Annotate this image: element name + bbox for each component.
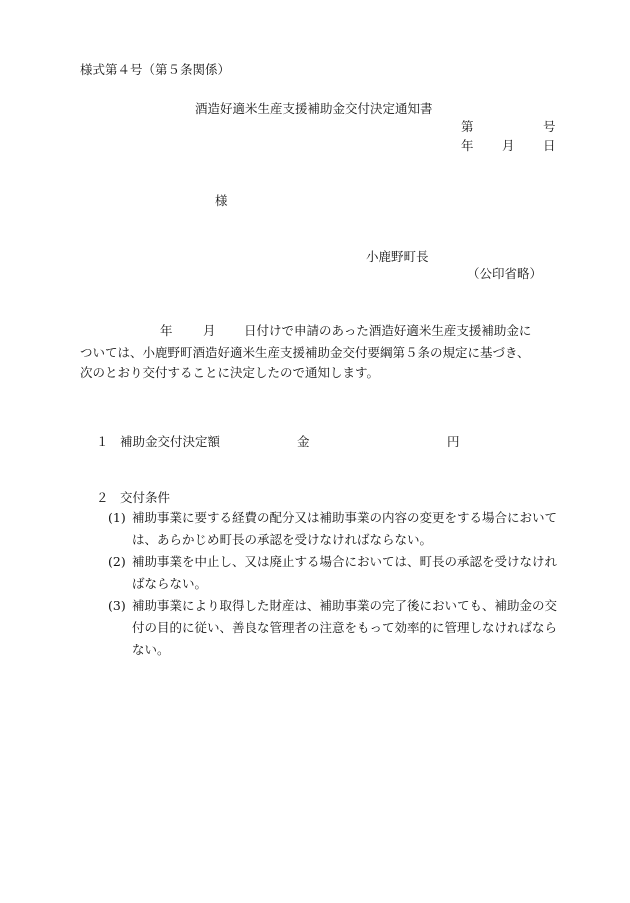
item1-amount-prefix: 金 <box>297 434 310 449</box>
date-month: 月 <box>502 138 515 153</box>
condition-2 <box>108 551 568 595</box>
condition-3-number: (3) <box>108 598 126 613</box>
body-line-1: 日付けで申請のあった酒造好適米生産支援補助金に <box>244 323 532 338</box>
number-suffix: 号 <box>543 119 556 134</box>
item1-number: １ <box>96 434 109 449</box>
body-date-month: 月 <box>203 323 216 338</box>
item1-amount-unit: 円 <box>447 434 460 449</box>
condition-3 <box>108 595 568 661</box>
item2-number: ２ <box>96 490 109 505</box>
condition-1-text: 補助事業に要する経費の配分又は補助事業の内容の変更をする場合においては、あらかじめ町長の承認を受けなければならない。 <box>132 510 558 547</box>
condition-2-text: 補助事業を中止し、又は廃止する場合においては、町長の承認を受けなければならない。 <box>132 554 558 591</box>
condition-2-number: (2) <box>108 554 126 569</box>
document-title: 酒造好適米生産支援補助金交付決定通知書 <box>195 101 433 116</box>
seal-note: （公印省略） <box>467 266 543 281</box>
form-number-label: 様式第４号（第５条関係） <box>80 62 231 77</box>
date-day: 日 <box>543 138 556 153</box>
condition-1-number: (1) <box>108 510 126 525</box>
body-line-2: ついては、小鹿野町酒造好適米生産支援補助金交付要綱第５条の規定に基づき、 <box>80 345 530 360</box>
recipient-honorific: 様 <box>215 193 228 208</box>
body-line-3: 次のとおり交付することに決定したので通知します。 <box>80 365 380 380</box>
condition-1 <box>108 507 568 551</box>
item2-label: 交付条件 <box>120 490 171 505</box>
body-date-year: 年 <box>160 323 173 338</box>
sender-name: 小鹿野町長 <box>366 249 429 264</box>
condition-3-text: 補助事業により取得した財産は、補助事業の完了後においても、補助金の交付の目的に従い、善良な管理者の注意をもって効率的に管理しなければならない。 <box>132 598 558 657</box>
item1-label: 補助金交付決定額 <box>120 434 221 449</box>
number-prefix: 第 <box>461 119 474 134</box>
date-year: 年 <box>461 138 474 153</box>
